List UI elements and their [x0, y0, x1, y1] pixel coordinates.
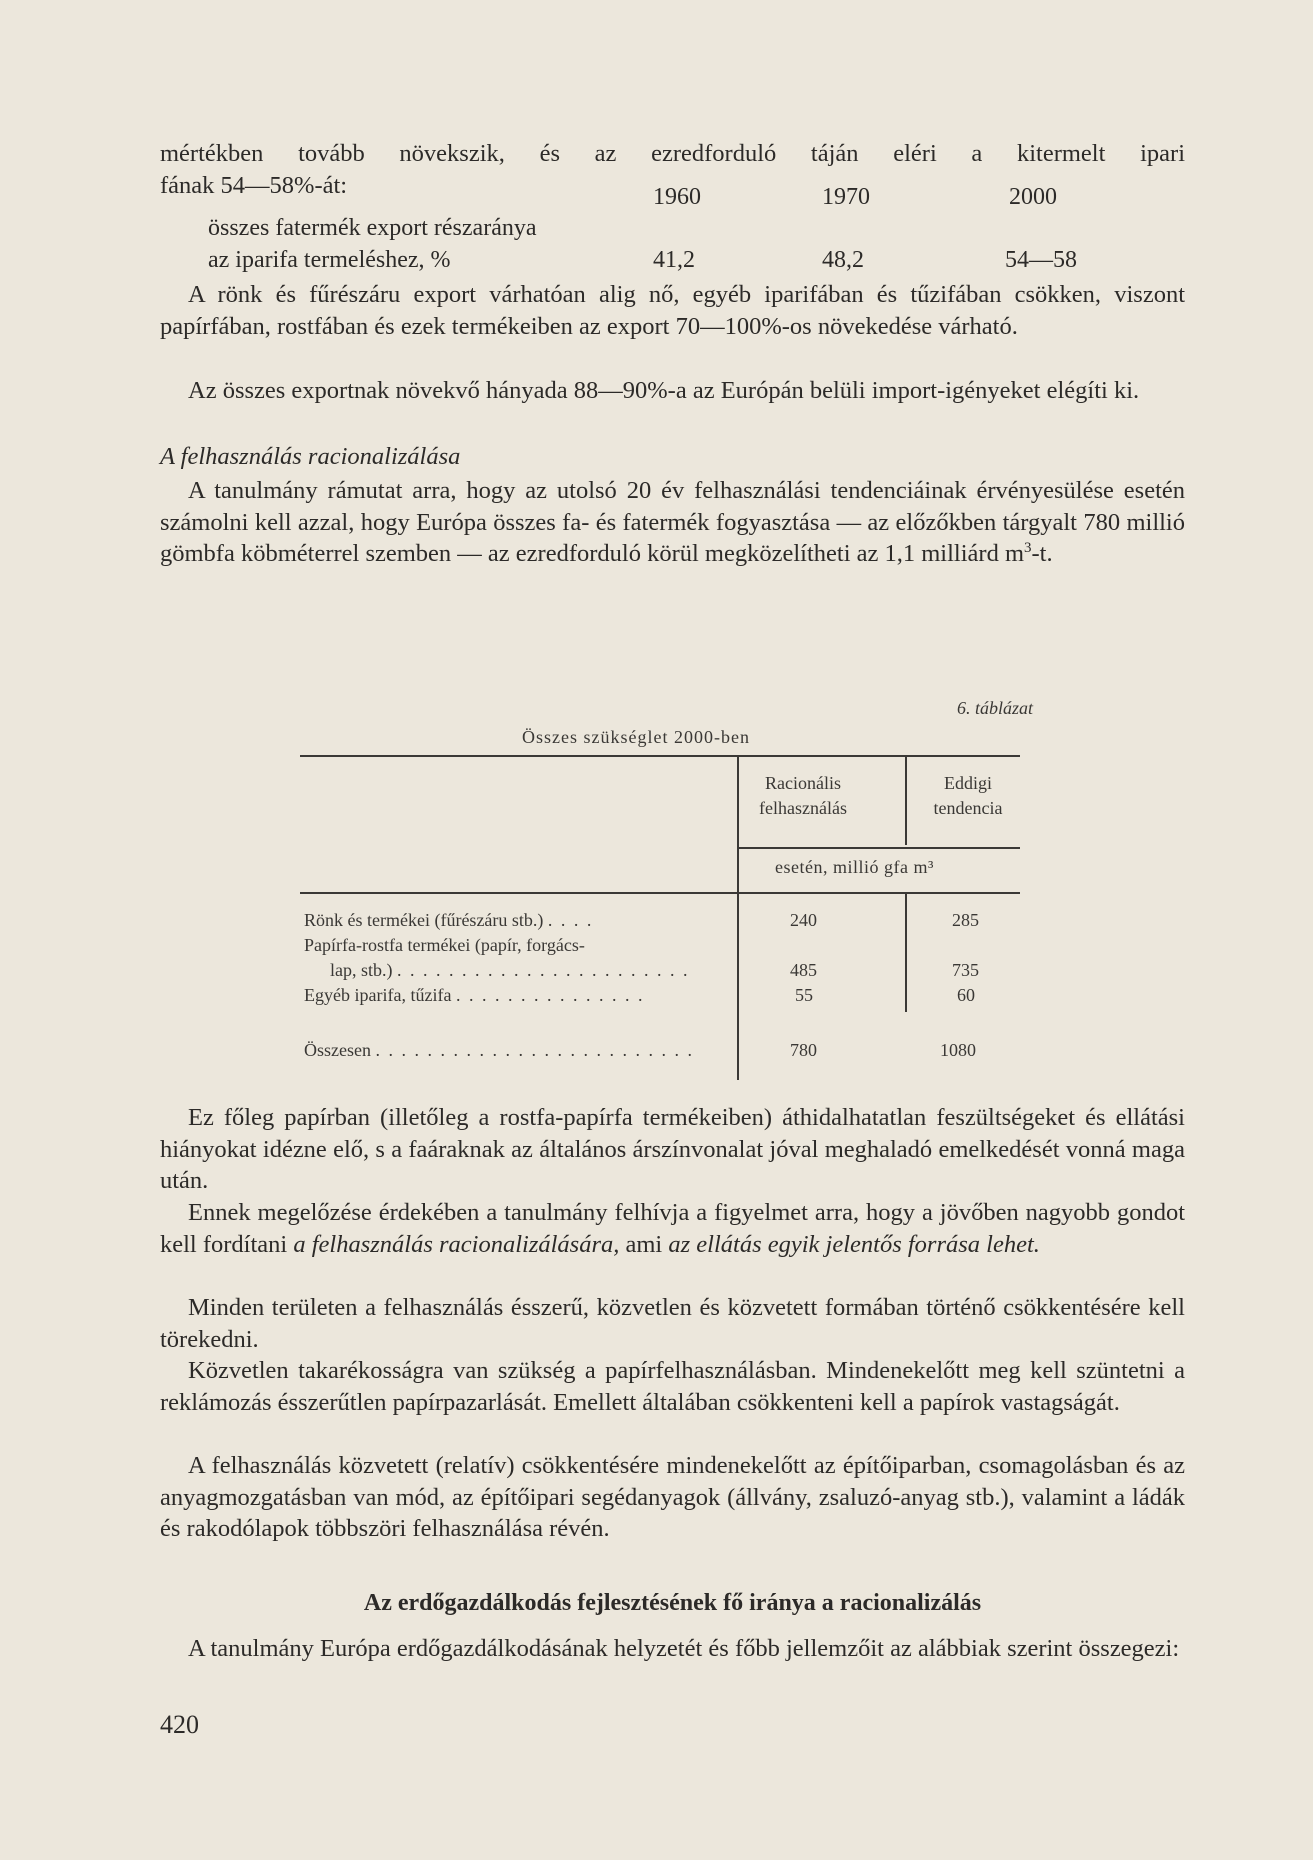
export-paragraph	[160, 279, 1185, 342]
value-1970: 48,2	[822, 247, 864, 273]
table-6-header-rule	[737, 847, 1020, 849]
direct-paragraph	[160, 1355, 1185, 1418]
row-3-trend: 735	[952, 960, 979, 980]
unit-label: esetén, millió gfa m³	[775, 857, 934, 877]
row-1-rational: 240	[790, 910, 817, 930]
export-text: A rönk és fűrészáru export várhatóan alig nő, egyéb iparifában és tűzifában csökken, viszont papírfában, rostfában és ezek termékeiben az export 70—100%-os növekedése várható.	[160, 281, 1185, 340]
row-4-label: Egyéb iparifa, tűzifa . . . . . . . . . . . . . . .	[304, 985, 645, 1005]
import-text: Az összes exportnak növekvő hányada 88—90%-a az Európán belüli import-igényeket elégíti ki.	[188, 377, 1140, 404]
all-areas-paragraph	[160, 1292, 1185, 1355]
label-row-1	[160, 215, 1120, 247]
total-rational: 780	[790, 1040, 817, 1060]
intro-line-1: mértékben tovább növekszik, és az ezredforduló táján eléri a kitermelt ipari	[160, 140, 1185, 167]
forestry-paragraph	[160, 1633, 1185, 1665]
year-2000: 2000	[1009, 184, 1057, 210]
table-6-divider-3	[905, 894, 907, 1012]
total-label: Összesen . . . . . . . . . . . . . . . . . . . . . . . . .	[304, 1040, 694, 1060]
col-trend-1: Eddigi	[944, 773, 992, 793]
indirect-paragraph	[160, 1450, 1185, 1545]
table-6-unit-rule	[300, 892, 1020, 894]
years-row	[160, 184, 1120, 216]
table-6-label: 6. táblázat	[957, 698, 1034, 718]
table-6-divider-2	[905, 757, 907, 845]
table-6-title: Összes szükséglet 2000-ben	[522, 727, 750, 747]
col-rational-1: Racionális	[765, 773, 841, 793]
row-3-rational: 485	[790, 960, 817, 980]
prevention-text: Ennek megelőzése érdekében a tanulmány felhívja a figyelmet arra, hogy a jövőben nagyobb gondot kell fordítani a felhasználás racionalizálására, ami az ellátás egyik jelentős forrása lehet.	[160, 1199, 1185, 1258]
section-title: A felhasználás racionalizálása	[160, 443, 461, 470]
value-1960: 41,2	[653, 247, 695, 273]
all-areas-text: Minden területen a felhasználás ésszerű, közvetlen és közvetett formában történő csökkentésére kell törekedni.	[160, 1294, 1185, 1353]
rationalization-paragraph	[160, 475, 1185, 570]
col-trend-2: tendencia	[933, 798, 1003, 818]
row-1-trend: 285	[952, 910, 979, 930]
rationalization-text: A tanulmány rámutat arra, hogy az utolsó 20 év felhasználási tendenciáinak érvényesülése esetén számolni kell azzal, hogy Európa összes fa- és fatermék fogyasztása — az előzőkben tárgyalt 780 millió gömbfa köbméterrel szemben — az ezredforduló körül megközelítheti az 1,1 milliárd $m^3-t$.	[160, 477, 1185, 567]
direct-text: Közvetlen takarékosságra van szükség a papírfelhasználásban. Mindenekelőtt meg kell szüntetni a reklámozás ésszerűtlen papírpazarlását. Emellett általában csökkenteni kell a papírok vastagságát.	[160, 1357, 1185, 1416]
total-trend: 1080	[940, 1040, 976, 1060]
row-4-trend: 60	[957, 985, 975, 1005]
rationalization-section	[160, 441, 1185, 473]
col-rational-2: felhasználás	[759, 798, 847, 818]
intro-line-2: fának 54—58%-át:	[160, 171, 348, 199]
row-1-label: Rönk és termékei (fűrészáru stb.) . . . .	[304, 910, 594, 930]
row-4-rational: 55	[795, 985, 813, 1005]
indirect-text: A felhasználás közvetett (relatív) csökkentésére mindenekelőtt az építőiparban, csomagolásban és az anyagmozgatásban van mód, az építőipari segédanyagok (állvány, zsaluzó-anyag stb.), valamint a ládák és rakodólapok többszöri felhasználása révén.	[160, 1452, 1185, 1542]
tension-paragraph	[160, 1102, 1185, 1197]
import-paragraph	[160, 375, 1185, 407]
table-6-top-rule	[300, 755, 1020, 757]
page-number: 420	[160, 1710, 199, 1739]
tension-text: Ez főleg papírban (illetőleg a rostfa-papírfa termékeiben) áthidalhatatlan feszültségeket és ellátási hiányokat idézne elő, s a faáraknak az általános árszínvonalat jóval meghaladó emelkedését vonná maga után.	[160, 1104, 1185, 1194]
export-share-label-1: összes fatermék export részaránya	[208, 215, 537, 241]
row-3-label: lap, stb.) . . . . . . . . . . . . . . . . . . . . . . .	[330, 960, 690, 980]
values-row	[160, 247, 1120, 279]
forestry-heading: Az erdőgazdálkodás fejlesztésének fő iránya a racionalizálás	[363, 1590, 982, 1616]
row-2-label: Papírfa-rostfa termékei (papír, forgács-	[304, 935, 585, 955]
forestry-text: A tanulmány Európa erdőgazdálkodásának helyzetét és főbb jellemzőit az alábbiak szerint összegezi:	[188, 1635, 1180, 1662]
export-share-label-2: az iparifa termeléshez, %	[208, 247, 451, 273]
year-1960: 1960	[653, 184, 701, 210]
prevention-paragraph	[160, 1197, 1185, 1260]
value-2000: 54—58	[1005, 247, 1077, 273]
year-1970: 1970	[822, 184, 870, 210]
table-6-divider-1	[737, 757, 739, 1080]
